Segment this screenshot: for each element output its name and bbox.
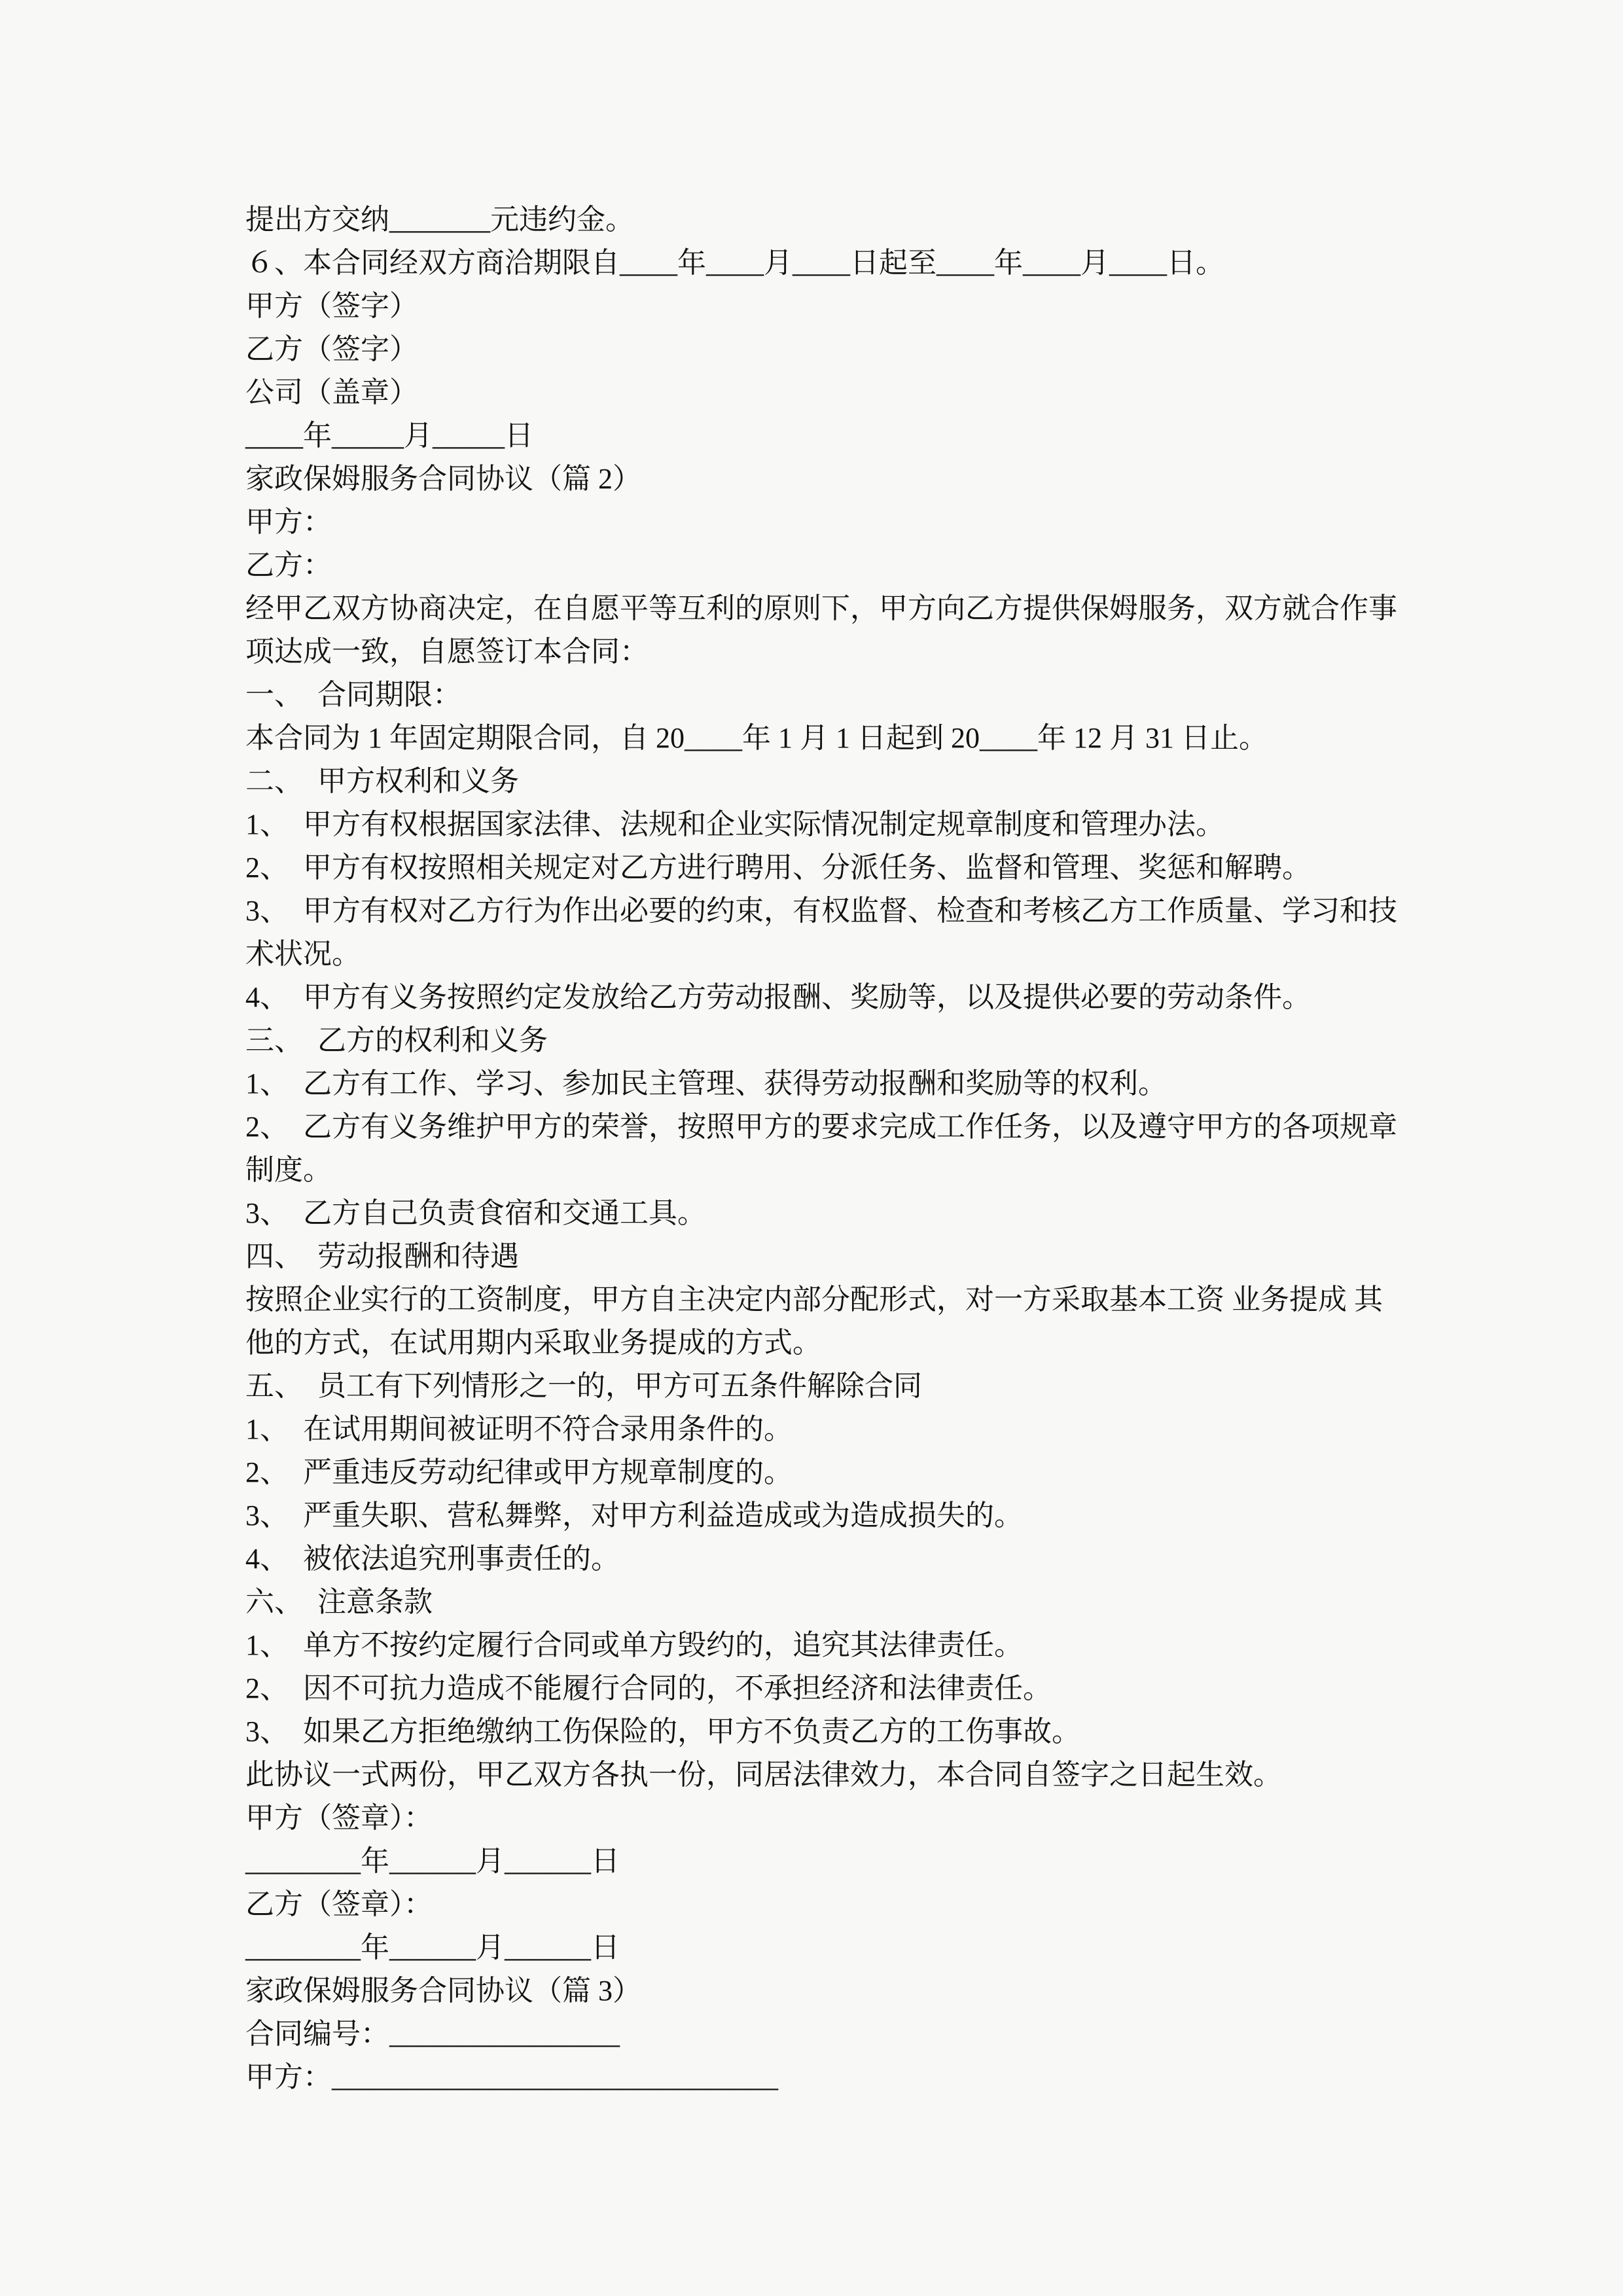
section-2-heading: 二、 甲方权利和义务 <box>245 765 519 797</box>
section-3-heading: 三、 乙方的权利和义务 <box>245 1024 548 1056</box>
closing-line: 此协议一式两份，甲乙双方各执一份，同居法律效力，本合同自签字之日起生效。 <box>245 1759 1282 1791</box>
clause-line: 3、 如果乙方拒绝缴纳工伤保险的，甲方不负责乙方的工伤事故。 <box>245 1715 1080 1748</box>
preamble-line-2: 项达成一致，自愿签订本合同： <box>245 636 649 668</box>
company-seal-label: 公司（盖章） <box>245 376 418 408</box>
clause-line: 3、 乙方自己负责食宿和交通工具。 <box>245 1197 706 1229</box>
section-6-heading: 六、 注意条款 <box>245 1586 433 1618</box>
clause-6-term-line: ６、本合同经双方商洽期限自____年____月____日起至____年____月____日。 <box>245 247 1224 279</box>
clause-line: 4、 被依法追究刑事责任的。 <box>245 1543 620 1575</box>
party-a-fill-line: 甲方：_______________________________ <box>245 2061 778 2093</box>
section-1-heading: 一、 合同期限： <box>245 679 461 711</box>
party-b-date-line: ________年______月______日 <box>245 1931 620 1964</box>
clause-line: 3、 甲方有权对乙方行为作出必要的约束，有权监督、检查和考核乙方工作质量、学习和技 <box>245 895 1397 927</box>
clause-line: 1、 单方不按约定履行合同或单方毁约的，追究其法律责任。 <box>245 1629 1023 1661</box>
contract-number-line: 合同编号：________________ <box>245 2018 620 2050</box>
party-a-seal-label: 甲方（签章）： <box>245 1802 433 1834</box>
party-a-label: 甲方： <box>245 506 332 538</box>
party-b-sign-label: 乙方（签字） <box>245 333 418 365</box>
contract-term-line: 本合同为 1 年固定期限合同，自 20____年 1 月 1 日起到 20____年 12 月 31 日止。 <box>245 722 1268 754</box>
party-b-seal-label: 乙方（签章）： <box>245 1888 433 1920</box>
section-5-heading: 五、 员工有下列情形之一的，甲方可五条件解除合同 <box>245 1370 922 1402</box>
penalty-clause-line: 提出方交纳_______元违约金。 <box>245 204 634 236</box>
clause-line-wrap: 术状况。 <box>245 938 361 970</box>
clause-line: 按照企业实行的工资制度，甲方自主决定内部分配形式，对一方采取基本工资 业务提成 其 <box>245 1283 1383 1316</box>
clause-line: 1、 甲方有权根据国家法律、法规和企业实际情况制定规章制度和管理办法。 <box>245 808 1224 840</box>
clause-line: 4、 甲方有义务按照约定发放给乙方劳动报酬、奖励等，以及提供必要的劳动条件。 <box>245 981 1311 1013</box>
clause-line: 2、 严重违反劳动纪律或甲方规章制度的。 <box>245 1456 793 1488</box>
party-a-sign-label: 甲方（签字） <box>245 290 418 322</box>
party-b-label: 乙方： <box>245 549 332 581</box>
title-part2: 家政保姆服务合同协议（篇 2） <box>245 463 641 495</box>
section-4-heading: 四、 劳动报酬和待遇 <box>245 1240 519 1272</box>
party-a-date-line: ________年______月______日 <box>245 1845 620 1877</box>
preamble-line-1: 经甲乙双方协商决定，在自愿平等互利的原则下，甲方向乙方提供保姆服务，双方就合作事 <box>245 592 1397 624</box>
clause-line-wrap: 他的方式，在试用期内采取业务提成的方式。 <box>245 1327 821 1359</box>
clause-line: 3、 严重失职、营私舞弊，对甲方利益造成或为造成损失的。 <box>245 1499 1023 1532</box>
clause-line: 1、 乙方有工作、学习、参加民主管理、获得劳动报酬和奖励等的权利。 <box>245 1067 1167 1100</box>
clause-line: 1、 在试用期间被证明不符合录用条件的。 <box>245 1413 793 1445</box>
clause-line: 2、 乙方有义务维护甲方的荣誉，按照甲方的要求完成工作任务，以及遵守甲方的各项规章 <box>245 1111 1397 1143</box>
clause-line: 2、 因不可抗力造成不能履行合同的，不承担经济和法律责任。 <box>245 1672 1052 1704</box>
title-part3: 家政保姆服务合同协议（篇 3） <box>245 1975 641 2007</box>
date-fill-line: ____年_____月_____日 <box>245 420 533 452</box>
contract-text-block <box>245 198 1397 2099</box>
clause-line-wrap: 制度。 <box>245 1154 332 1186</box>
clause-line: 2、 甲方有权按照相关规定对乙方进行聘用、分派任务、监督和管理、奖惩和解聘。 <box>245 852 1311 884</box>
